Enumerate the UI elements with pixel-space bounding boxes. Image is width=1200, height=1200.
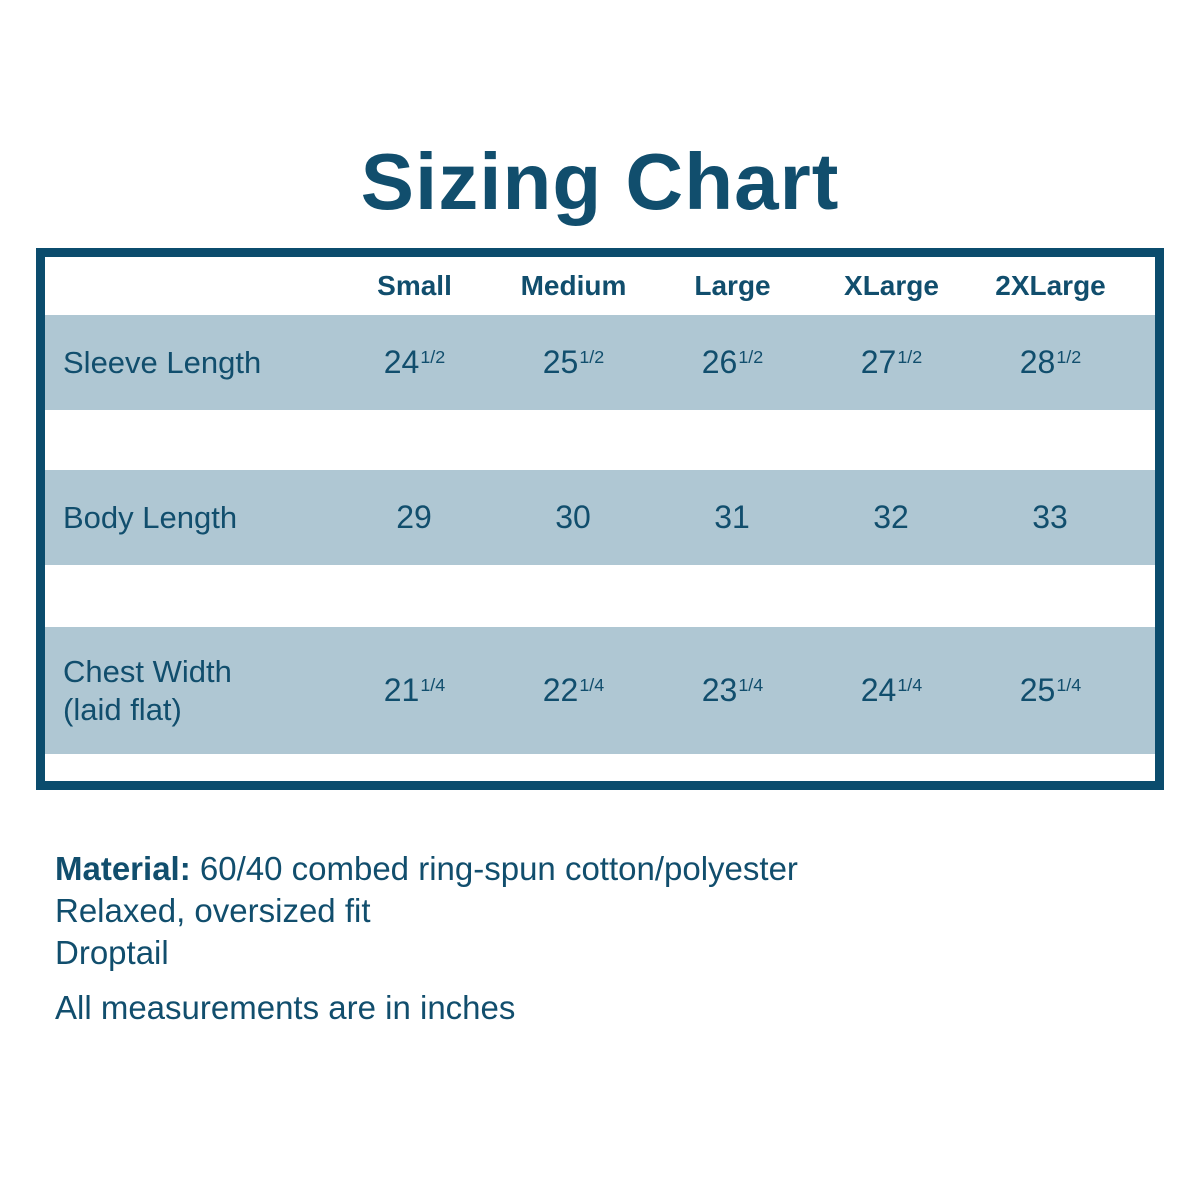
sizing-table <box>36 248 1164 790</box>
row-label-line2: (laid flat) <box>63 691 182 727</box>
row-label: Body Length <box>45 470 335 565</box>
style-note: Droptail <box>55 934 169 972</box>
measurement-value: 31 <box>653 470 812 565</box>
measurement-value: $27^{1/2}$ <box>812 315 971 410</box>
measurement-value: $28^{1/2}$ <box>971 315 1130 410</box>
row-label: Sleeve Length <box>45 315 335 410</box>
measurement-value: $26^{1/2}$ <box>653 315 812 410</box>
material-note <box>55 848 1200 890</box>
fit-note: Relaxed, oversized fit <box>55 892 371 930</box>
table-row-sleeve-length <box>45 315 1155 410</box>
measurement-value: $24^{1/2}$ <box>335 315 494 410</box>
measurement-value: $22^{1/4}$ <box>494 627 653 754</box>
measurement-value: $21^{1/4}$ <box>335 627 494 754</box>
column-header-xlarge: XLarge <box>812 257 971 315</box>
table-header-row <box>45 257 1155 315</box>
measurement-value: 32 <box>812 470 971 565</box>
table-gap-row <box>45 754 1155 781</box>
row-label <box>45 627 335 754</box>
row-spacer-cell <box>1130 627 1155 754</box>
column-header-2xlarge: 2XLarge <box>971 257 1130 315</box>
table-row-chest-width <box>45 627 1155 754</box>
measurement-value: $25^{1/4}$ <box>971 627 1130 754</box>
column-header-small: Small <box>335 257 494 315</box>
product-notes <box>55 848 1200 1029</box>
table-row-body-length <box>45 470 1155 565</box>
units-note: All measurements are in inches <box>55 988 516 1026</box>
measurement-value: $24^{1/4}$ <box>812 627 971 754</box>
column-header-medium: Medium <box>494 257 653 315</box>
table-gap-row <box>45 410 1155 470</box>
row-spacer-cell <box>1130 315 1155 410</box>
page-title: Sizing Chart <box>360 137 840 226</box>
row-label-line1: Chest Width <box>63 654 232 690</box>
column-header-large: Large <box>653 257 812 315</box>
row-spacer-cell <box>1130 470 1155 565</box>
material-value: 60/40 combed ring-spun cotton/polyester <box>190 850 798 887</box>
measurement-value: 29 <box>335 470 494 565</box>
measurement-value: 33 <box>971 470 1130 565</box>
measurement-value: 30 <box>494 470 653 565</box>
measurement-value: $23^{1/4}$ <box>653 627 812 754</box>
header-empty-cell <box>45 257 335 315</box>
header-spacer-cell <box>1130 257 1155 315</box>
material-label: Material: <box>55 850 191 887</box>
table-gap-row <box>45 565 1155 627</box>
measurement-value: $25^{1/2}$ <box>494 315 653 410</box>
